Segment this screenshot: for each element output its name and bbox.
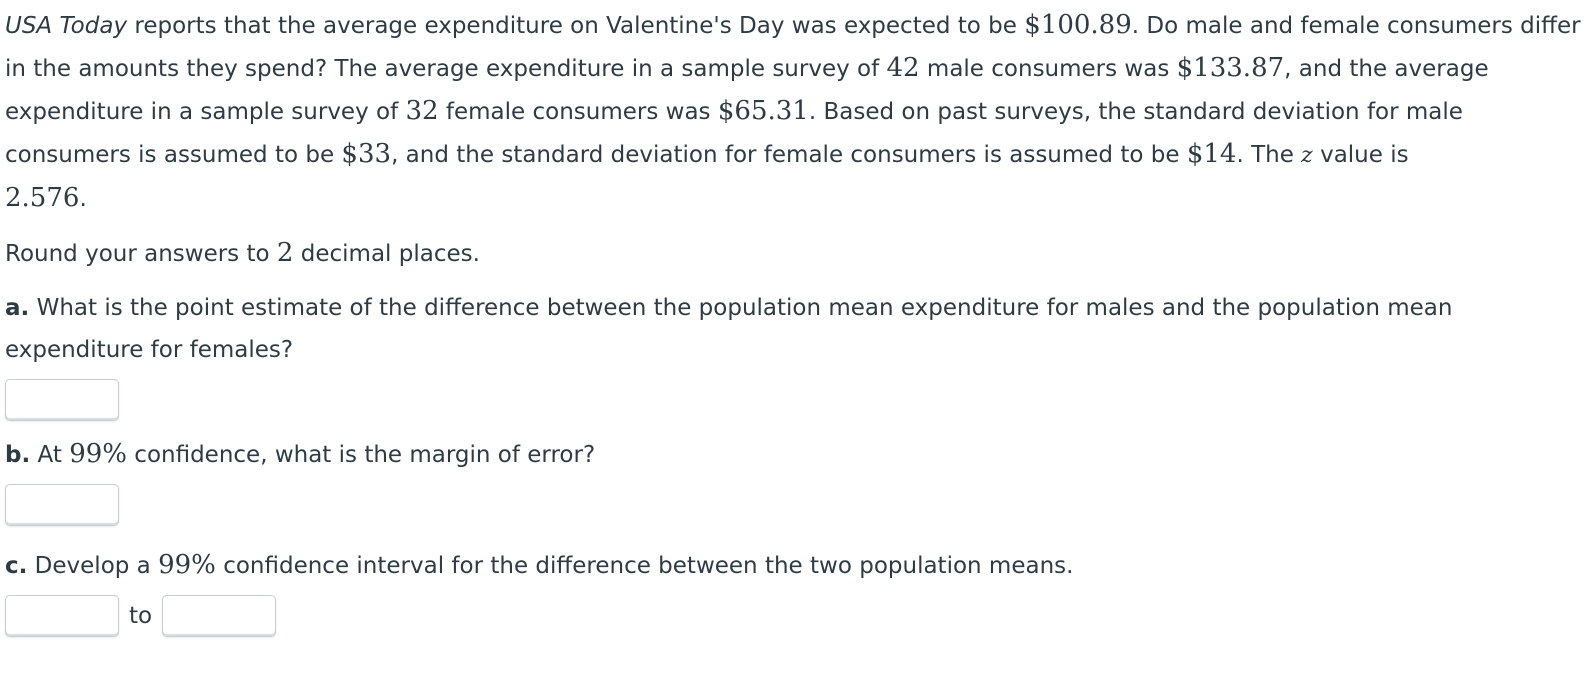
decimal-places-value: 2 bbox=[276, 238, 294, 268]
interval-upper-input[interactable] bbox=[162, 595, 276, 637]
question-a-text: What is the point estimate of the difference between the population mean expenditure for males and the population mean expenditure for females? bbox=[5, 295, 1453, 363]
answer-b-input[interactable] bbox=[5, 484, 119, 526]
question-b-label: b. bbox=[5, 442, 31, 468]
female-sd-value: $14 bbox=[1186, 139, 1237, 169]
interval-to-label: to bbox=[129, 603, 153, 629]
z-value: 2.576 bbox=[5, 183, 80, 213]
avg-expenditure-value: $100.89 bbox=[1024, 10, 1132, 40]
male-sample-size: 42 bbox=[886, 53, 920, 83]
answer-row-b bbox=[5, 484, 1588, 526]
question-c: c. Develop a 99% confidence interval for the difference between the two population means. bbox=[5, 550, 1074, 580]
confidence-level-c: 99% bbox=[158, 550, 216, 580]
rounding-instruction: Round your answers to 2 decimal places. bbox=[5, 238, 480, 268]
question-c-label: c. bbox=[5, 553, 28, 579]
answer-row-a bbox=[5, 379, 1588, 421]
problem-statement: USA Today reports that the average expenditure on Valentine's Day was expected to be $100.89. Do male and female consumers differ in the amounts they spend? The average expenditure in a sample survey of 42 male consumers was $133.87, and the average expenditure in a sample survey of 32 female consumers was $65.31. Based on past surveys, the standard deviation for male consumers is assumed to be $33, and the standard deviation for female consumers is assumed to be $14. The z value is 2.576. bbox=[5, 10, 1581, 213]
z-symbol: z bbox=[1301, 143, 1313, 168]
question-a-label: a. bbox=[5, 295, 30, 321]
answer-row-c bbox=[5, 595, 1588, 637]
male-sd-value: $33 bbox=[341, 139, 392, 169]
source-name: USA Today bbox=[5, 13, 128, 39]
question-b: b. At 99% confidence, what is the margin of error? bbox=[5, 439, 596, 469]
question-a bbox=[5, 287, 1588, 371]
male-mean-value: $133.87 bbox=[1176, 53, 1285, 83]
confidence-level-b: 99% bbox=[69, 439, 127, 469]
answer-a-input[interactable] bbox=[5, 379, 119, 421]
female-mean-value: $65.31 bbox=[717, 96, 809, 126]
female-sample-size: 32 bbox=[405, 96, 439, 126]
interval-lower-input[interactable] bbox=[5, 595, 119, 637]
